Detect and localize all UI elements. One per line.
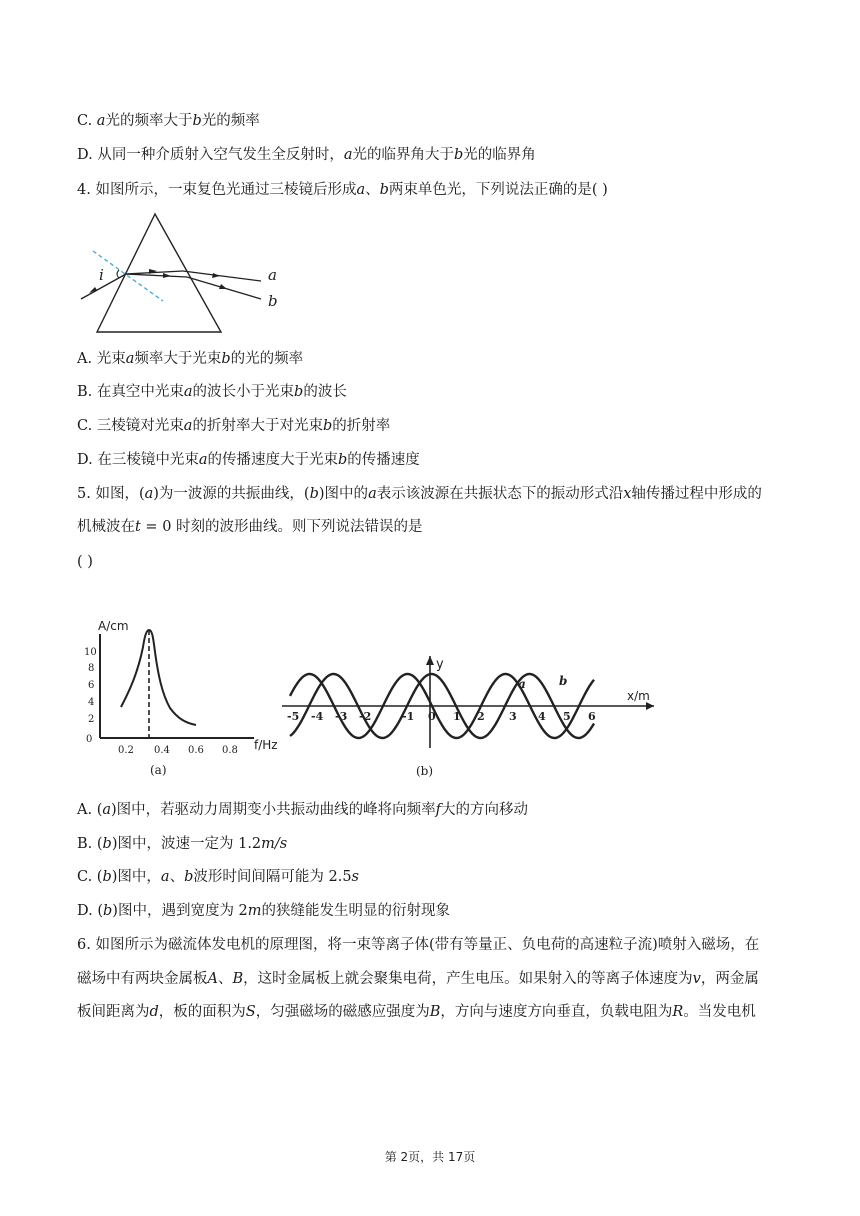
resonance-curve-figure (78, 612, 288, 784)
q6-stem-line1: 6. 如图所示为磁流体发电机的原理图，将一束等离子体(带有等量正、负电荷的高速粒子流)喷射入磁场，在 (77, 937, 760, 953)
fig-a-ytick: 0 (86, 734, 93, 745)
q5-option-a: A. (a)图中，若驱动力周期变小共振动曲线的峰将向频率f大的方向移动 (77, 802, 529, 818)
q5-answer-paren: ( ) (77, 554, 93, 570)
fig-a-xtick: 0.2 (118, 745, 134, 756)
wave-b-label: b (559, 674, 568, 688)
fig-b-caption: (b) (416, 764, 434, 778)
wave-figure (282, 648, 662, 784)
fig-a-xtick: 0.8 (222, 745, 238, 756)
label-i: i (99, 266, 104, 284)
q4-option-b: B. 在真空中光束a的波长小于光束b的波长 (77, 384, 347, 400)
fig-a-xtick: 0.6 (188, 745, 204, 756)
fig-b-xtick: 0 (428, 710, 436, 723)
q6-stem-line2: 磁场中有两块金属板A、B，这时金属板上就会聚集电荷，产生电压。如果射入的等离子体速度为v，两金属 (77, 971, 759, 987)
resonance-curve (121, 630, 196, 725)
q5-stem-line1: 5. 如图，(a)为一波源的共振曲线，(b)图中的a表示该波源在共振状态下的振动形式沿x轴传播过程中形成的 (77, 486, 762, 502)
fig-a-xtick: 0.4 (154, 745, 170, 756)
fig-b-xtick: 1 (453, 710, 461, 723)
q4-option-c: C. 三棱镜对光束a的折射率大于对光束b的折射率 (77, 418, 391, 434)
label-b: b (268, 292, 278, 310)
fig-a-ylabel: A/cm (98, 619, 129, 633)
q5-option-b: B. (b)图中，波速一定为 1.2m/s (77, 836, 288, 852)
fig-b-xticks (287, 710, 596, 723)
inside-ray-b (126, 274, 187, 277)
fig-a-ytick: 8 (88, 663, 95, 674)
fig-a-ytick: 10 (84, 647, 97, 658)
q3-option-c: C. a光的频率大于b光的频率 (77, 113, 260, 129)
label-a: a (268, 266, 277, 284)
fig-b-xtick: -1 (402, 710, 415, 723)
fig-b-xtick: -3 (335, 710, 348, 723)
fig-b-ylabel: y (436, 657, 444, 672)
q4-option-d: D. 在三棱镜中光束a的传播速度大于光束b的传播速度 (77, 452, 420, 468)
fig-a-xticks (118, 745, 238, 756)
fig-a-ytick: 6 (88, 680, 95, 691)
fig-b-xlabel: x/m (627, 689, 650, 703)
wave-a-label: a (518, 677, 526, 691)
fig-b-xtick: -4 (311, 710, 324, 723)
q4-option-a: A. 光束a频率大于光束b的光的频率 (77, 351, 304, 367)
fig-a-xlabel: f/Hz (254, 738, 278, 752)
q4-stem: 4. 如图所示，一束复色光通过三棱镜后形成a、b两束单色光，下列说法正确的是( ) (77, 182, 608, 198)
fig-b-xtick: 2 (477, 710, 485, 723)
fig-b-xtick: 3 (509, 710, 517, 723)
prism-figure (75, 208, 295, 338)
fig-b-xtick: 5 (563, 710, 571, 723)
q5-stem-line2: 机械波在t = 0 时刻的波形曲线。则下列说法错误的是 (77, 519, 423, 535)
q6-stem-line3: 板间距离为d，板的面积为S，匀强磁场的磁感应强度为B，方向与速度方向垂直，负载电阻为R。当发电机 (77, 1004, 756, 1020)
q5-option-c: C. (b)图中，a、b波形时间间隔可能为 2.5s (77, 869, 359, 885)
fig-a-ytick: 4 (88, 697, 95, 708)
q5-option-d: D. (b)图中，遇到宽度为 2m的狭缝能发生明显的衍射现象 (77, 903, 451, 919)
page-footer: 第 2页，共 17页 (384, 1150, 476, 1164)
q3-option-d: D. 从同一种介质射入空气发生全反射时，a光的临界角大于b光的临界角 (77, 147, 536, 163)
fig-a-caption: (a) (150, 763, 167, 777)
fig-a-ytick: 2 (88, 714, 95, 725)
fig-b-xtick: 6 (588, 710, 596, 723)
fig-b-xtick: -5 (287, 710, 300, 723)
fig-a-yticks (84, 647, 97, 745)
fig-b-xtick: -2 (359, 710, 372, 723)
fig-b-xtick: 4 (538, 710, 546, 723)
